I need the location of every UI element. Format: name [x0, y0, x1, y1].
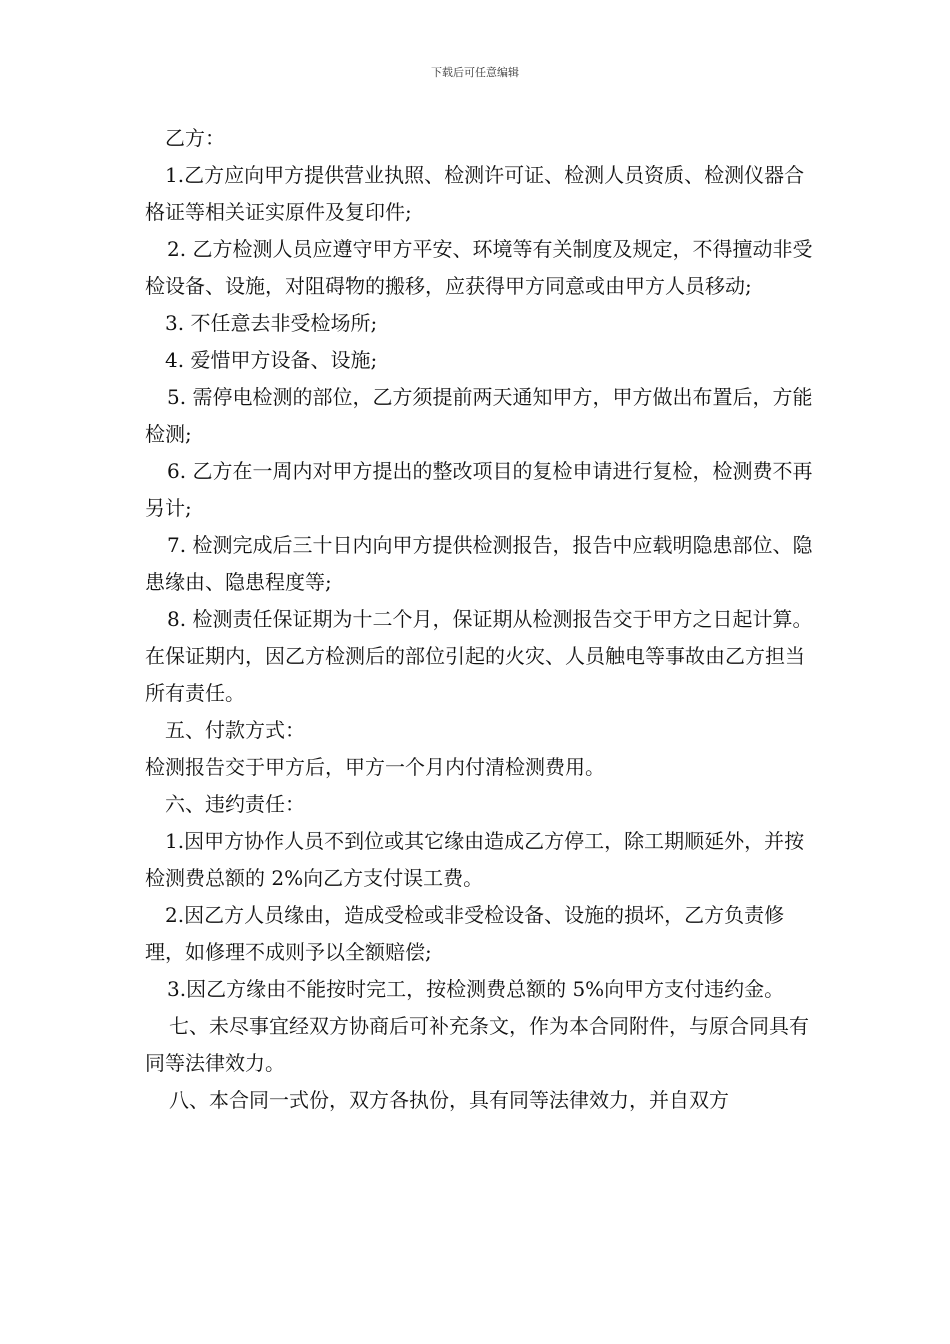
paragraph-section-5-heading: 五、付款方式： — [165, 718, 305, 742]
paragraph-party-b-heading: 乙方： — [165, 126, 225, 150]
paragraph-section-6-heading: 六、违约责任： — [165, 792, 305, 816]
paragraph-payment-terms: 检测报告交于甲方后，甲方一个月内付清检测费用。 — [145, 755, 605, 779]
paragraph-item-1: 1.乙方应向甲方提供营业执照、检测许可证、检测人员资质、检测仪器合格证等相关证实原件及复印件; — [145, 163, 805, 224]
paragraph-breach-1: 1.因甲方协作人员不到位或其它缘由造成乙方停工，除工期顺延外，并按检测费总额的 2%向乙方支付误工费。 — [145, 829, 805, 890]
paragraph-item-4: 4. 爱惜甲方设备、设施; — [165, 348, 378, 372]
paragraph-item-6: 6. 乙方在一周内对甲方提出的整改项目的复检申请进行复检，检测费不再另计; — [145, 459, 813, 520]
paragraph-breach-3: 3.因乙方缘由不能按时完工，按检测费总额的 5%向甲方支付违约金。 — [167, 977, 785, 1001]
paragraph-section-8: 八、本合同一式份，双方各执份，具有同等法律效力，并自双方 — [169, 1088, 729, 1112]
paragraph-item-7: 7. 检测完成后三十日内向甲方提供检测报告，报告中应载明隐患部位、隐患缘由、隐患程度等; — [145, 533, 813, 594]
document-body — [145, 120, 815, 1119]
page-header: 下载后可任意编辑 — [431, 66, 519, 79]
paragraph-item-3: 3. 不任意去非受检场所; — [165, 311, 378, 335]
paragraph-item-5: 5. 需停电检测的部位，乙方须提前两天通知甲方，甲方做出布置后，方能检测; — [145, 385, 813, 446]
paragraph-section-7: 七、未尽事宜经双方协商后可补充条文，作为本合同附件，与原合同具有同等法律效力。 — [145, 1014, 809, 1075]
paragraph-item-2: 2. 乙方检测人员应遵守甲方平安、环境等有关制度及规定，不得擅动非受检设备、设施，对阻碍物的搬移，应获得甲方同意或由甲方人员移动; — [145, 237, 813, 298]
paragraph-breach-2: 2.因乙方人员缘由，造成受检或非受检设备、设施的损坏，乙方负责修理，如修理不成则予以全额赔偿; — [145, 903, 785, 964]
paragraph-item-8: 8. 检测责任保证期为十二个月，保证期从检测报告交于甲方之日起计算。在保证期内，因乙方检测后的部位引起的火灾、人员触电等事故由乙方担当所有责任。 — [145, 607, 813, 705]
